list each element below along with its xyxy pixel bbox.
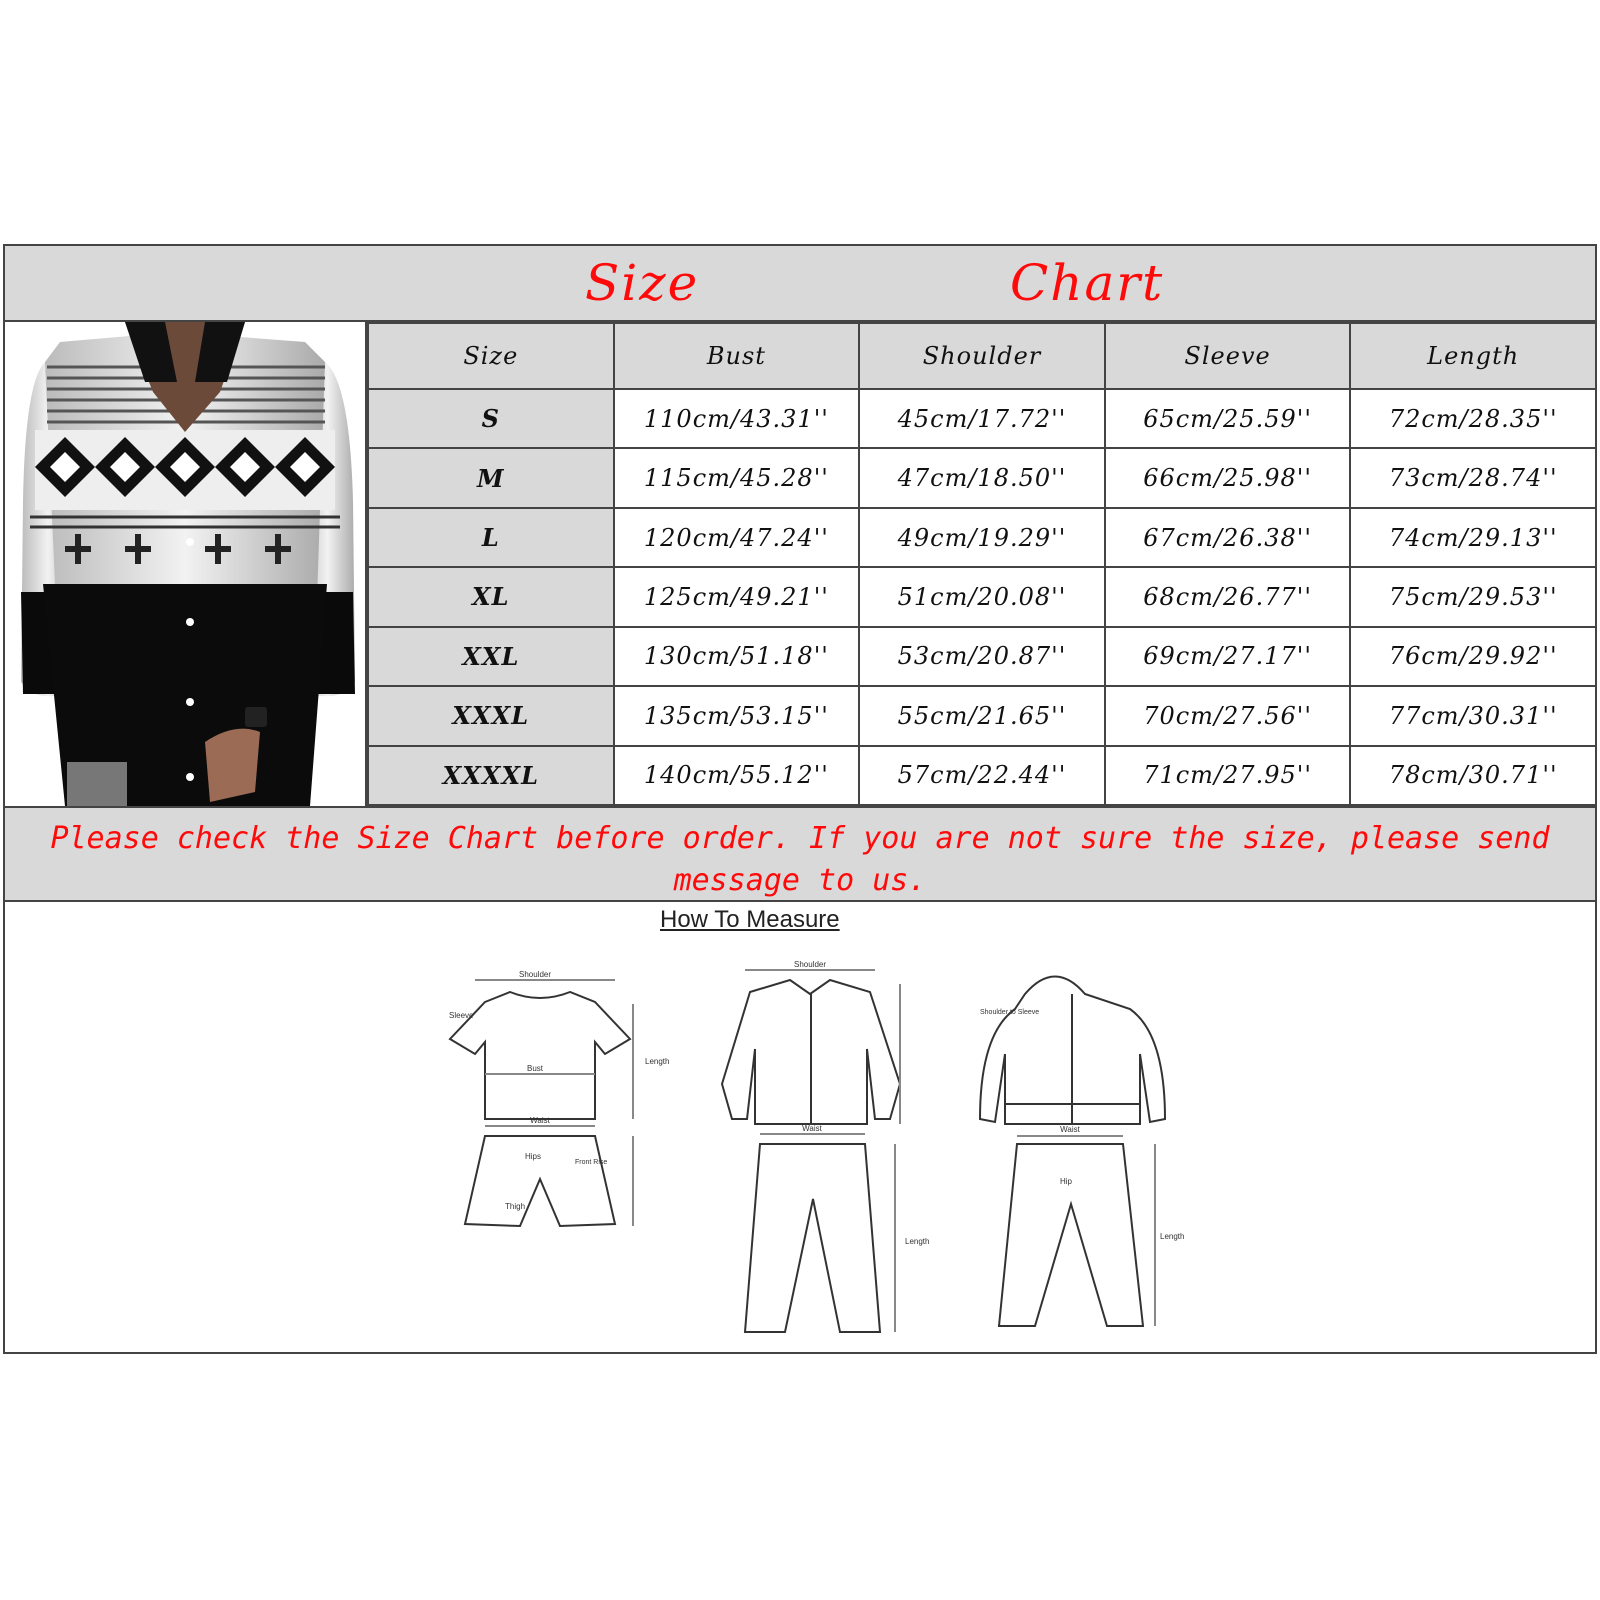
shoulder-cell: 51cm/20.08'' xyxy=(859,567,1105,626)
header-length: Length xyxy=(1350,323,1596,389)
shorts-outline xyxy=(465,1126,633,1226)
header-size: Size xyxy=(368,323,614,389)
label-joggers-length: Length xyxy=(1160,1232,1185,1241)
length-cell: 72cm/28.35'' xyxy=(1350,389,1596,448)
tshirt-outline xyxy=(450,980,633,1119)
label-front-rise: Front Rise xyxy=(575,1159,608,1166)
label-shirt-shoulder: Shoulder xyxy=(793,960,827,969)
shoulder-cell: 49cm/19.29'' xyxy=(859,508,1105,567)
hoodie-outline xyxy=(980,977,1165,1125)
shoulder-cell: 47cm/18.50'' xyxy=(859,448,1105,507)
header-sleeve: Sleeve xyxy=(1105,323,1351,389)
size-cell: M xyxy=(368,448,614,507)
table-row xyxy=(368,686,1596,745)
sleeve-cell: 65cm/25.59'' xyxy=(1105,389,1351,448)
sleeve-cell: 66cm/25.98'' xyxy=(1105,448,1351,507)
bust-cell: 140cm/55.12'' xyxy=(614,746,860,805)
label-length: Length xyxy=(645,1057,670,1066)
pants-outline xyxy=(745,1134,895,1332)
measurement-diagram xyxy=(405,954,1205,1344)
label-pants-waist: Waist xyxy=(802,1124,822,1133)
shoulder-cell: 53cm/20.87'' xyxy=(859,627,1105,686)
label-thigh: Thigh xyxy=(505,1202,526,1211)
table-row xyxy=(368,448,1596,507)
title-bar xyxy=(5,246,1595,322)
table-row xyxy=(368,508,1596,567)
title-word-chart: Chart xyxy=(1010,254,1165,312)
label-joggers-waist: Waist xyxy=(1060,1125,1080,1134)
order-notice: Please check the Size Chart before order. If you are not sure the size, please send message to us. xyxy=(5,806,1595,902)
table-row xyxy=(368,389,1596,448)
length-cell: 74cm/29.13'' xyxy=(1350,508,1596,567)
shirt-outline xyxy=(722,970,900,1124)
label-shoulder: Shoulder xyxy=(518,970,552,979)
table-row xyxy=(368,627,1596,686)
bust-cell: 135cm/53.15'' xyxy=(614,686,860,745)
length-cell: 76cm/29.92'' xyxy=(1350,627,1596,686)
label-waist: Waist xyxy=(530,1116,550,1125)
label-shoulder-to-sleeve: Shoulder to Sleeve xyxy=(980,1009,1040,1016)
bust-cell: 125cm/49.21'' xyxy=(614,567,860,626)
shoulder-cell: 55cm/21.65'' xyxy=(859,686,1105,745)
length-cell: 75cm/29.53'' xyxy=(1350,567,1596,626)
table-row xyxy=(368,567,1596,626)
size-chart-sheet xyxy=(3,244,1597,1354)
header-bust: Bust xyxy=(614,323,860,389)
label-sleeve: Sleeve xyxy=(449,1011,474,1020)
table-header-row xyxy=(368,323,1596,389)
label-hips: Hips xyxy=(525,1152,542,1161)
label-hip: Hip xyxy=(1060,1177,1073,1186)
length-cell: 77cm/30.31'' xyxy=(1350,686,1596,745)
size-cell: S xyxy=(368,389,614,448)
size-cell: XXXL xyxy=(368,686,614,745)
bust-cell: 115cm/45.28'' xyxy=(614,448,860,507)
shoulder-cell: 45cm/17.72'' xyxy=(859,389,1105,448)
bust-cell: 110cm/43.31'' xyxy=(614,389,860,448)
length-cell: 73cm/28.74'' xyxy=(1350,448,1596,507)
size-cell: L xyxy=(368,508,614,567)
shirt-illustration xyxy=(5,322,365,806)
sleeve-cell: 67cm/26.38'' xyxy=(1105,508,1351,567)
size-cell: XL xyxy=(368,567,614,626)
sleeve-cell: 69cm/27.17'' xyxy=(1105,627,1351,686)
shoulder-cell: 57cm/22.44'' xyxy=(859,746,1105,805)
title-word-size: Size xyxy=(585,254,700,312)
header-shoulder: Shoulder xyxy=(859,323,1105,389)
measure-title: How To Measure xyxy=(660,906,840,933)
bust-cell: 120cm/47.24'' xyxy=(614,508,860,567)
sleeve-cell: 68cm/26.77'' xyxy=(1105,567,1351,626)
sleeve-cell: 70cm/27.56'' xyxy=(1105,686,1351,745)
bust-cell: 130cm/51.18'' xyxy=(614,627,860,686)
sleeve-cell: 71cm/27.95'' xyxy=(1105,746,1351,805)
size-table xyxy=(367,322,1597,806)
how-to-measure-section xyxy=(5,902,1595,1352)
product-photo xyxy=(5,322,367,806)
joggers-outline xyxy=(999,1136,1155,1326)
length-cell: 78cm/30.71'' xyxy=(1350,746,1596,805)
size-cell: XXL xyxy=(368,627,614,686)
size-cell: XXXXL xyxy=(368,746,614,805)
table-row xyxy=(368,746,1596,805)
label-pants-length: Length xyxy=(905,1237,930,1246)
label-bust: Bust xyxy=(526,1064,544,1073)
